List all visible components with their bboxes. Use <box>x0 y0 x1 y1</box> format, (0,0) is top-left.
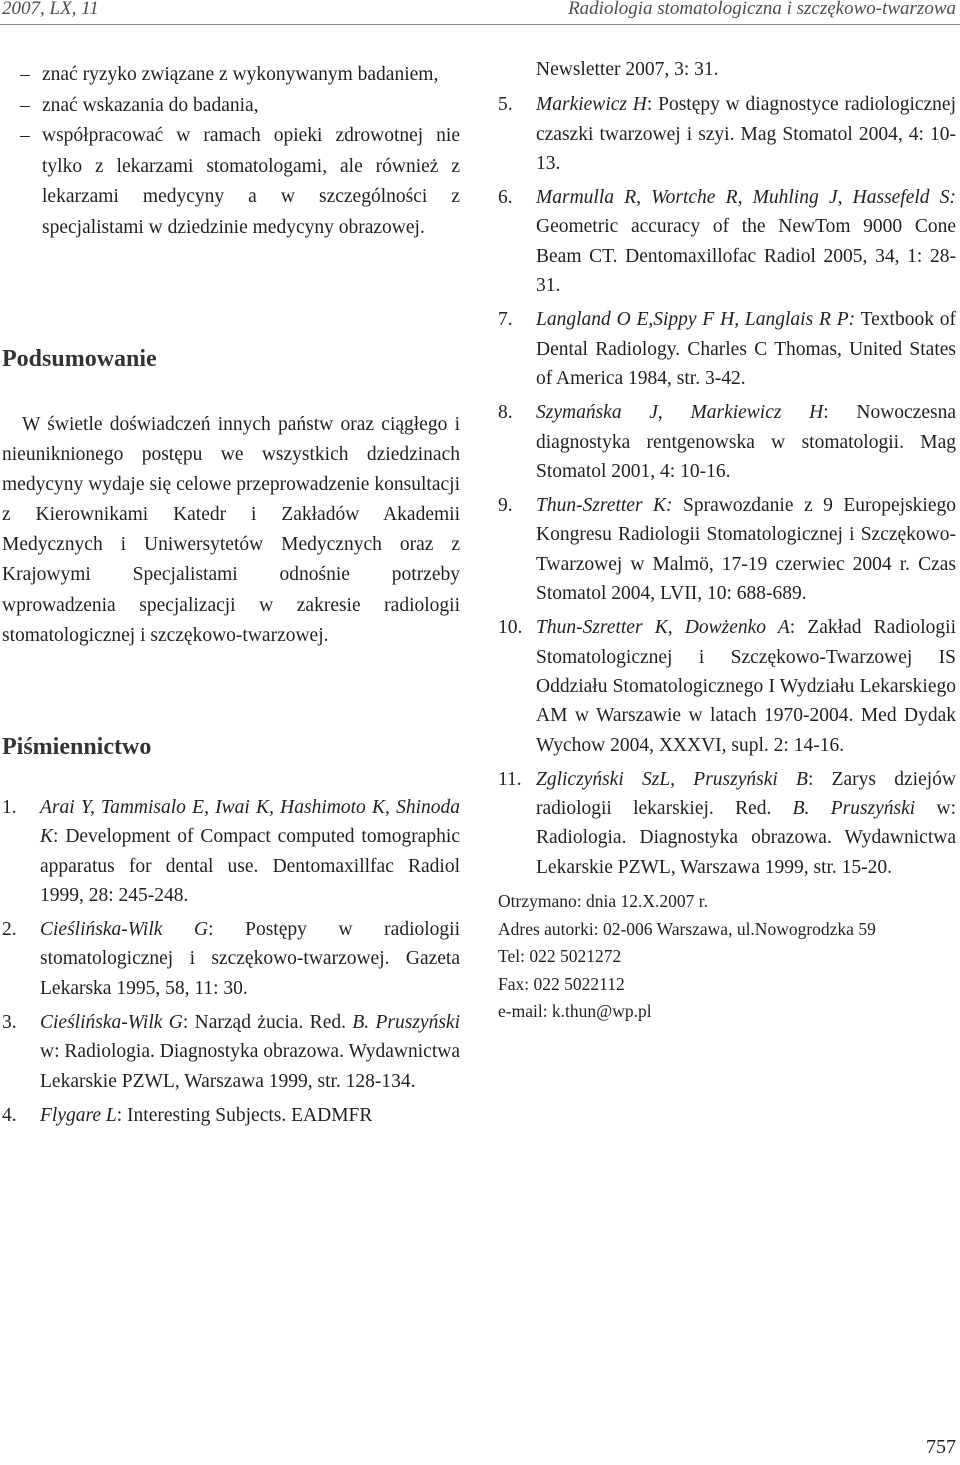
reference-number: 9. <box>498 495 513 517</box>
reference-text: w: Radiologia. Diagnostyka obrazowa. Wydawnictwa Lekarskie PZWL, Warszawa 1999, str. 15-20. <box>536 798 957 878</box>
references-list-right <box>498 55 956 882</box>
reference-item <box>2 915 460 1003</box>
reference-text: Sprawozdanie z 9 Europejskiego Kongresu Radiologii Stomatologicznej i Szczękowo-Twarzowej w Malmö, 17-19 czerwiec 2004 r. Czas Stomatol 2004, LVII, 10: 688-689. <box>536 495 956 605</box>
bullet-list <box>2 60 460 244</box>
reference-text: : Zarys dziejów radiologii lekarskiej. Red. <box>536 768 956 820</box>
reference-authors: Cieślińska-Wilk G <box>40 1012 183 1034</box>
reference-text: : Nowoczesna diagnostyka rentgenowska w stomatologii. Mag Stomatol 2001, 4: 10-16. <box>536 402 956 482</box>
reference-number: 5. <box>498 94 513 116</box>
reference-editor: B. Pruszyński <box>792 798 916 820</box>
summary-paragraph: W świetle doświadczeń innych państw oraz ciągłego i nieuniknionego postępu we wszystkich dziedzinach medycyny wydaje się celowe przeprowadzenie konsultacji z Kierownikami Katedr i Zakładów Akademii Medycznych i Uniwersytetów Medycznych oraz z Krajowymi Specjalistami odnośnie potrzeby wprowadzenia specjalizacji w zakresie radiologii stomatologicznej i szczękowo-twarzowej. <box>2 414 460 646</box>
author-fax: Fax: 022 5022112 <box>498 973 625 994</box>
reference-authors: Szymańska J, Markiewicz H <box>536 402 824 424</box>
bullet-item <box>2 60 460 91</box>
reference-item <box>498 398 956 486</box>
author-address: Adres autorki: 02-006 Warszawa, ul.Nowogrodzka 59 <box>498 918 876 939</box>
reference-item <box>498 305 956 393</box>
bullet-text: współpracować w ramach opieki zdrowotnej nie tylko z lekarzami stomatologami, ale również z lekarzami medycyny a w szczególności z specjalistami w dziedzinie medycyny obrazowej. <box>42 125 460 238</box>
section-title-podsumowanie: Podsumowanie <box>2 346 157 372</box>
reference-item <box>498 613 956 759</box>
bullet-item <box>2 91 460 122</box>
reference-text: Geometric accuracy of the NewTom 9000 Cone Beam CT. Dentomaxillofac Radiol 2005, 34, 1: 28-31. <box>536 216 956 297</box>
reference-authors: Zgliczyński SzL, Pruszyński B <box>536 768 808 790</box>
reference-text: : Narząd żucia. Red. <box>182 1012 353 1034</box>
reference-text: Newsletter 2007, 3: 31. <box>536 59 719 80</box>
reference-number: 1. <box>2 797 17 818</box>
reference-authors: Marmulla R, Wortche R, Muhling J, Hassefeld S: <box>536 187 956 209</box>
dash-icon: – <box>20 125 30 147</box>
author-contact <box>498 888 956 1026</box>
left-column <box>2 60 460 1126</box>
reference-number: 3. <box>2 1012 17 1034</box>
reference-authors: Thun-Szretter K: <box>536 495 673 517</box>
bullet-item <box>2 121 460 243</box>
reference-item <box>2 1008 460 1096</box>
reference-number: 6. <box>498 187 513 209</box>
reference-item <box>498 90 956 178</box>
reference-text: w: Radiologia. Diagnostyka obrazowa. Wydawnictwa Lekarskie PZWL, Warszawa 1999, str. 128-134. <box>40 1041 460 1092</box>
reference-authors: Cieślińska-Wilk G <box>40 919 209 941</box>
reference-authors: Thun-Szretter K, Dowżenko A <box>536 617 790 639</box>
reference-number: 2. <box>2 919 17 941</box>
reference-authors: Arai Y, Tammisalo E, Iwai K, Hashimoto K, Shinoda K <box>40 797 460 848</box>
right-column <box>498 55 956 1026</box>
journal-title: Radiologia stomatologiczna i szczękowo-twarzowa <box>568 0 956 19</box>
reference-editor: B. Pruszyński <box>352 1012 460 1034</box>
reference-item <box>498 765 956 882</box>
reference-number: 8. <box>498 402 513 424</box>
reference-number: 7. <box>498 309 513 331</box>
reference-text: Textbook of Dental Radiology. Charles C Thomas, United States of America 1984, str. 3-42. <box>536 309 956 389</box>
header-rule <box>0 24 960 25</box>
dash-icon: – <box>20 94 30 116</box>
reference-text: : Postępy w radiologii stomatologicznej i szczękowo-twarzowej. Gazeta Lekarska 1995, 58, 11: 30. <box>40 919 460 999</box>
reference-number: 10. <box>498 617 523 639</box>
reference-item <box>498 183 956 300</box>
reference-authors: Flygare L <box>40 1104 117 1126</box>
section-title-pismiennictwo: Piśmiennictwo <box>2 734 152 760</box>
bullet-text: znać ryzyko związane z wykonywanym badaniem, <box>42 64 439 85</box>
journal-issue: 2007, LX, 11 <box>2 0 99 19</box>
bullet-text: znać wskazania do badania, <box>42 94 259 116</box>
references-list-left <box>2 793 460 1135</box>
reference-text: : Postępy w diagnostyce radiologicznej czaszki twarzowej i szyi. Mag Stomatol 2004, 4: 10-13. <box>536 94 957 174</box>
author-email: e-mail: k.thun@wp.pl <box>498 1001 652 1022</box>
reference-number: 11. <box>498 768 522 790</box>
author-phone: Tel: 022 5021272 <box>498 946 622 967</box>
reference-item <box>2 1101 460 1130</box>
running-header <box>0 0 960 20</box>
reference-authors: Markiewicz H <box>536 94 647 116</box>
reference-authors: Langland O E,Sippy F H, Langlais R P: <box>536 309 856 331</box>
page-number: 757 <box>926 1436 956 1458</box>
reference-item <box>2 793 460 910</box>
reference-number: 4. <box>2 1104 17 1126</box>
reference-text: : Interesting Subjects. EADMFR <box>116 1104 373 1126</box>
reference-item <box>498 491 956 608</box>
reference-text: : Zakład Radiologii Stomatologicznej i Szczękowo-Twarzowej IS Oddziału Stomatologicznego I Wydziału Lekarskiego AM w Warszawie w latach 1970-2004. Med Dydak Wychow 2004, XXXVI, supl. 2: 14-16. <box>536 617 956 756</box>
dash-icon: – <box>20 64 30 85</box>
reference-continuation <box>498 55 956 84</box>
reference-text: : Development of Compact computed tomographic apparatus for dental use. Dentomaxillfac Radiol 1999, 28: 245-248. <box>40 826 460 906</box>
received-date: Otrzymano: dnia 12.X.2007 r. <box>498 891 708 912</box>
